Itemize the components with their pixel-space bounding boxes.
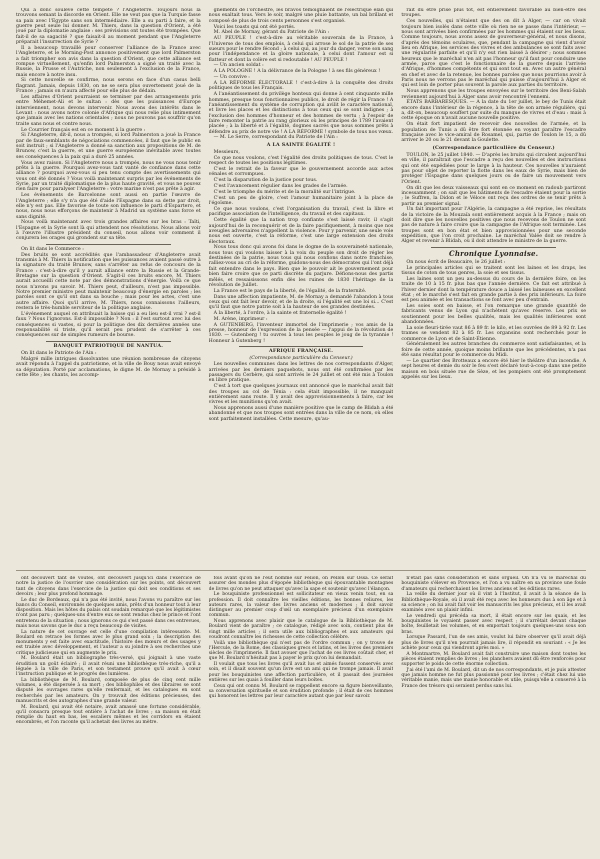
paragraph: A LA POLOGNE ! A la délivrance de la Pologne ! à ses fils généreux ! (213, 69, 381, 75)
paragraph: — Un ancien soldat : (213, 63, 264, 69)
fold-divider (16, 570, 586, 573)
paragraph: Les nouvelles communes dans les lettres de nos correspondants d'Alger, arrivées par les derniers paquebots, nous ont été confirmées par les passagers du Cerbère, qui sont arrivés le 24 juillet et ont été mis à Toulon en libre pratique. (208, 362, 394, 384)
paragraph: rait dû être prise plus tôt, est entièrement favorable au bien-être des troupes. (401, 8, 586, 19)
paragraph: Vous avez raison. Si l'Angleterre nous a trompés, nous ne vous nous tenir prêts à la guerre. Pourquoi avez-vous tant vanté de confiance dans cette alliance ? pourquoi avez-vous si peu tenu compte des avertissements qui vous ont été donnés ? Vous voilà maintenant surpris par les événements de Syrie, par un traité diplomatique de la plus haute gravité, et vous ne pouvez rien faire pour paralyser l'Angleterre : votre marine n'est pas prête à agir. (16, 160, 201, 193)
paragraph: Les événements de Barcelonne sont aussi en partie l'œuvre de l'Angleterre ; elle s'y n'a que été d'aide l'Espagne dans sa dette par droit, elle n'y est pas. Elle favorise de toute son influence le parti d'Espartero, et nous, nous nous efforçons de maintenir à Madrid un système sans force et sans dignité. (16, 193, 201, 220)
paragraph: ÉTATS BARBARESQUES. — A la date du 1er juillet, le bey de Tunis était encore dans l'intérieur de la régence, à la tête de son armée régulière, qui a, dit-on, beaucoup souffert par suite du manque de vivres et d'eau : mais à cette époque on n'avait aucune nouvelle positive. (401, 100, 586, 122)
paragraph: — M. Le Serre, correspondant du Patriote de l'Ain : (213, 135, 338, 141)
section-rule (239, 346, 364, 347)
paragraph: A l'anéantissement du privilège honteux qui donne à cent cinquante mille hommes, presque tous fonctionnaires publics, le droit de régir la France ! A l'anéantissement du système de corruption qui avilit le caractère national, et livre les places et les distinctions à tous ceux qui se sont indignes ; à l'exclusion des hommes d'honneur et des hommes de vertu ; à l'espoir de faire remonter la patrie au rang glorieux où les principes de 1789 l'avaient placée ; à la liberté et à l'égalité, dogmes sacrés que nous sommes prêts à défendre au prix de notre vie ! A LA RÉFORME ! symbole de tous nos vœux. (208, 92, 394, 135)
paragraph: Messieurs, (213, 150, 240, 156)
paragraph: Nous apprenons que les troupes envoyées sur le territoire des Beni-Salah reviennent aujourd'hui à Alger sans avoir rencontré l'ennemi. (401, 89, 586, 100)
paragraph: On nous écrit de Beaucaire, le 26 juillet : (406, 259, 506, 265)
section-rule (46, 244, 171, 245)
lower-column-1 (16, 576, 201, 848)
paragraph: Dans une affection impatiente, M. de Mornay a demandé l'abandon à tous ceux qui ont fait leur devoir, et de la droite, si l'égalité est une loi si... C'est qu'il faut que notre patrie soit à la hauteur de ses grandes destinées. (208, 294, 394, 311)
paragraph: La veille du dernier jour où il vint à l'Institut, il avait à la séance de la Bibliothèque-Royale, où il avait été reçu avec les honneurs dus à son âge et à sa science ; on lui avait fait voir les manuscrits les plus précieux, et il les avait examinés avec un plaisir infini. (401, 592, 586, 613)
paragraph: Les affaires d'Orient pourraient se terminer par des arrangements pris entre Méhemet-Ali et le sultan : dès que les puissances d'Europe interviennent, nous devons intervenir. Nous avons des intérêts dans le Levant : nous avons notre colonie d'Afrique qui nous relie plus intimement que jamais avec les nations orientales ; nous ne pouvons pas souffrir qu'on traite sans nous et contre nous. (16, 95, 201, 127)
paragraph: ont découvert tant de voûtes, ont découvert jusqu'ici dans l'exercice de notre la justice de l'ouvrier une considération sur les points, ont découvert tant de citoyens dans l'exercice de la justice qui doit ses conditions et ses devoirs ; leur plus profond hommage. (16, 576, 201, 597)
paragraph: Malgré mille intrigues dissolvantes une réunion nombreuse de citoyens avait répondu à l'appel du patriotisme, et la ville de Bouy nous avait envoyé sa députation. Porté par acclamations, le digne M. de Mornay a présidé à cette fête ; les chants, les accomp- (16, 356, 201, 378)
paragraph: M. Arène, imprimeur : (213, 316, 268, 322)
paragraph: Ce que nous voulons, c'est l'organisation du travail, c'est la libre et pacifique association de l'intelligence, du travail et des capitaux. (208, 207, 394, 218)
paragraph: gnements de l'orchestre, les bravos témoignaient de l'électrique élan qui nous exaltait tous. Vers le soir, malgré une pluie battante, un bal brillant et composé de plus de trois cents personnes s'est organisé. (208, 8, 394, 24)
paragraph: Les laines sont un peu au-dessus du cours de la dernière foire, on les traite de 10 à 15 fr. plus bas que l'année dernière. Ce fait est attribué à l'hiver dernier dont la température douce a laissé les laineuses en excellent état ; et le marché s'est fait en grande partie à des prix inférieurs. La foire est peu animée et les transactions se font avec peu d'entrain. (401, 276, 586, 304)
paragraph: C'est à tort que quelques journaux ont annoncé que le maréchal avait fait des troupes au col de Ténia : cela était impossible, il ne manquait entièrement sans route. Il y avait des approvisionnements à faire, car les vivres et les munitions qu'on avait. (208, 384, 394, 406)
paragraph: Il a beaucoup travaillé pour conserver l'alliance de la France avec l'Angleterre, et le Morning-Post annonce positivement que lord Palmerston a fait triompher son avis dans la question d'Orient, que cette alliance est rompue virtuellement, qu'enfin lord Palmerston a signé un traité avec la Russie, la Prusse et l'Autriche, non seulement à l'exclusion de la France, mais encore à notre insu. (16, 45, 201, 78)
paragraph: n'était pas sans considération et sans orgueil. On n'a vu le maréchal du bouquiniste s'élever en Provence, et l'on a vu naître en sa province une foule d'amateurs qui recherchaient les livres anciens et les éditions rares. (401, 576, 586, 592)
paragraph: — Le quartier des Brotteaux a encore été hier le théâtre d'un incendie. A sept heures et demie du soir le feu s'est déclaré tout-à-coup dans une petite maison en bois située rue de Sèze, et les pompiers ont été promptement appelés sur les lieux. (401, 358, 586, 380)
paragraph: On était fort impatient de recevoir des nouvelles de l'armée, et la population de Tunis a dû être fort étonnée en voyant paraître l'escadre française avec le vice-amiral de Rosamel, qui, partie de Toulon le 15, a dû arriver le 20 ou le 21 devant la Goulette. (401, 122, 586, 144)
paragraph: A la liberté, à l'ordre, à la sainte et fraternelle égalité ! (213, 311, 347, 317)
paragraph: Qui a donc soulevé cette tempête ? l'Angleterre. Toujours nous la trouvons semant la discorde en Orient. Elle ne veut pas que la Turquie fasse sa paix avec l'Egypte sans son intermédiaire. Elle a su parti à faire, et la guerre peut seule lui donner. M. Thiers, dans la question d'Orient, a été joué par la diplomatie anglaise : ses prévisions ont toutes été trompées. Que fait-il de sa sagacité ? que faisait-il au moment pendant que l'Angleterre préparait l'insurrection de Syrie ? (16, 8, 201, 46)
lower-column-3 (401, 576, 586, 848)
paragraph: Ce que nous voulons, c'est l'égalité des droits politiques de tous. C'est le respect de toutes les positions légitimes. (208, 155, 394, 167)
paragraph: Nous voilà maintenant avec trois grandes affaires sur les bras : Taïti, l'Espagne et la Syrie sont là qui attendent nos résolutions. Nous allons voir à l'œuvre l'illustre président du conseil, nous allons voir comment il conjurera les orages qui grondent sur sa tête. (16, 220, 201, 242)
upper-columns (16, 8, 586, 566)
paragraph: Le bouquiniste professionnel est sollicitateur en vieux venin tout, en sa profession. Il doit connaître les vieilles éditions, les bonnes reliures, les auteurs rares, la valeur des livres anciens et modernes ; il doit savoir distinguer au premier coup d'œil un exemplaire précieux d'un exemplaire commun. (208, 592, 394, 619)
paragraph: Nous apprenons aussi d'une manière positive que le camp de Blidah a été abandonné et que nos troupes sont entrées dans la ville de ce nom, où elles sont parfaitement installées. Cette mesure, qu'au- (208, 406, 394, 422)
column-1 (16, 8, 201, 566)
paragraph: La nature de cet ouvrage est celle d'une compilation intéressante. M. Boulard en retrace les formes avec le plus grand soin ; la description des monuments y est faite avec exactitude, l'histoire des mœurs et des usages y est traitée avec développement, et l'auteur a su joindre à ses recherches une critique judicieuse qui en augmente le prix. (16, 629, 201, 656)
paragraph: Ceux qui ont connu M. Boulard se rappellent encore sa figure bienveillante, sa conversation spirituelle et son érudition profonde ; il était de ces hommes qui honorent les lettres par leur caractère autant que par leur savoir. (208, 683, 394, 699)
paragraph: Le duc de Bordeaux, qui n'a pas été invité, nous l'avons vu paraître sur les bancs du Conseil, environnés de quelques amis, prêts d'un honneur tout à leur disposition. Mais les hôtes du palais ont soudain remarqué que les légitimistes n'ont pas paru ; quelques-uns d'entre eux se sont rendus chez le prince et l'ont entretenu de la situation ; nous ignorons ce qui s'est passé dans ces entrevues, mais nous savons que le duc a reçu beaucoup de visites. (16, 597, 201, 629)
section-rule (431, 247, 556, 248)
paragraph: Ces nouvelles, qui n'étaient que des on dit à Alger, — car on vivait toujours bien isolés dans cette ville où rien ne se passe dans l'intérieur, — nous sont arrivées bien confirmées par les hommes qui étaient sur les lieux. Comme toujours, nous avons assez de gouverneur-général, et nous disons, d'après des témoins oculaires, que, pendant la campagne qui vient d'avoir lieu en Afrique, les services des vivres et des ambulances se sont faits avec une régularité parfaite et qu'il n'y eut rien laissé à désirer ; nous sommes heureux que le maréchal n'en ait pas l'honneur qu'il faut pour conduire une armée, parce que c'est le fonctionnaire de la guerre depuis l'arrivée d'Afrique, d'hommes compétents et qui sont tout en. Avec un autre général en chef et avec de la retenue, les bonnes paroles que nous pourrions avoir à Paris nous ne verrons pas le maréchal qui puisse d'aujourd'hui à Alger et qui est loin de porter plus souvent la parole aux parties du territoire. (401, 19, 586, 89)
lower-column-2 (209, 576, 394, 848)
section-subheading: (Correspondance particulière du Censeur.) (249, 356, 353, 362)
paragraph: C'est un peu de gloire, c'est l'amour humanitaire joint à la place de l'égoïsme. (208, 195, 394, 207)
paragraph: Le principales articles qui se traitent sont les laines et les draps, les tissus de coton de tous genres, la soie et ses tissus. (401, 265, 586, 276)
paragraph: A GUTENBERG, l'inventeur immortel de l'imprimerie ; vos amis de la presse, honneur de l'expression de la pensée — l'appui de la révolution de 1830. — Gutenberg ! tu ouvres à tous les peuples le joug de la tyrannie ! Honneur à Gutenberg ! (208, 322, 394, 344)
paragraph: — Un convive : (213, 75, 250, 81)
paragraph: TOULON, le 25 juillet 1840. — D'après les bruits qui circulent aujourd'hui en ville, il paraîtrait que l'escadre a reçu des nouvelles et des instructions qui ont été expédiées pour le large à la hauteur. Ces nouvelles n'auraient pas pour objet de reporter la flotte dans les eaux de Syrie, mais bien de protéger l'Espagne dans quelques jours ou de faire un mouvement vers l'Orient. (401, 152, 586, 185)
paragraph: La bibliothèque de M. Boulard, composée de plus de cinq cent mille volumes, a été dispersée à sa mort ; des bibliophiles et des libraires se sont disputé les ouvrages rares qu'elle renfermait, et les catalogues en sont recherchés par les amateurs. On y trouvait des éditions précieuses, des manuscrits et des autographes d'une grande valeur. (16, 677, 201, 704)
section-heading: AFRIQUE FRANÇAISE. (268, 349, 334, 355)
paragraph: Voilà une bibliothèque qui n'est pas de l'ordre commun ; on y trouve de l'Hercule, de la Rome, des classiques grecs et latins, et les livres des premiers siècles de l'imprimerie. Il faut avouer que l'achat de ces livres coûtait cher, et que M. Boulard n'hésitait pas à payer le prix qu'on lui demandait. (208, 640, 394, 662)
paragraph: M. Abel de Mornay, gérant du Patriote de l'Ain : (213, 30, 330, 36)
section-rule (46, 341, 171, 342)
paragraph: C'est la disparution de la justice pour tous. (213, 178, 318, 184)
paragraph: M. Boulard, qui avait été notaire, avait amassé une fortune considérable, qu'il consacra presque tout entière à l'achat de livres ; sa maison en était remplie du haut en bas, les escaliers mêmes et les corridors en étaient encombrés, et l'on raconte qu'il achetait des livres au mètre. (16, 704, 201, 726)
paragraph: La soie fleuri-tirée vaut 86 à 89 fr. le kilo, et les ouvrées de 89 à 92 fr. Les trames se vendent 82 à 85 fr. Les organsins sont recherchés pour le commerce de Lyon et de Saint-Étienne. (401, 325, 586, 342)
paragraph: AU PEUPLE ! c'est-à-dire au véritable souverain de la France, à l'Universe de tous des emplois, à celui qui arrose le sol de la patrie de ses sueurs pour le rendre fécond ; à celui qui, au jour du danger, verse son sang pour l'indépendance et la gloire nationale, à celui dont l'amour est si flatteur et dont la colère est si redoutable ! AU PEUPLE ! (208, 36, 394, 63)
paragraph: J'ai été l'ami de M. Boulard, dit un de nos correspondants, et je puis attester que jamais homme ne fut plus passionné pour les livres ; c'était chez lui une véritable manie, mais une manie honorable et utile, puisqu'elle a conservé à la France des trésors qui seraient perdus sans lui. (401, 667, 586, 689)
paragraph: fois avant qu'on ne l'eût nommé sur Félion, on Pellon sur Ossa. Ce serait assurer des mondes plus d'épopée bibliothèque qui épouvantable montagnes de livres qu'on ne peut attaquer qu'avec la sape et soutenir qu'avec l'élançon. (208, 576, 394, 592)
paragraph: On dit que les deux vaisseaux qui sont en ce moment en radoub partiront incessamment ; on sait que les bâtiments de l'escadre étaient pour la sortie ; le Suffren, la Didon et le Véloce ont reçu des ordres de se tenir prêts à partir au premier signal. (401, 185, 586, 207)
paragraph: Il voulait que tous les livres qu'il avait lus et aimés fussent conservés avec soin, et il disait souvent qu'un livre est un ami qui ne trompe jamais. Il avait pour les bouquinistes une affection particulière, et il passait des journées entières sur les quais à fouiller dans leurs boîtes. (208, 662, 394, 683)
lower-columns (16, 576, 586, 848)
paragraph: Le Courrier français est en ce moment à la guerre : (21, 127, 146, 133)
section-heading: (Correspondance particulière du Censeur.) (432, 145, 555, 151)
paragraph: Nous apprenons avec plaisir que le catalogue de la Bibliothèque de M. Boulard vient de paraître ; ce catalogue, rédigé avec soin, contient plus de vingt mille articles ; il sera utile aux bibliographes et aux amateurs qui voudront connaître les richesses de cette collection célèbre. (208, 619, 394, 640)
paragraph: Généralement les autres branches du commerce sont satisfaisantes, et la foire de cette année, quoique moins brillante que les précédentes, n'a pas été sans résultat pour le commerce du Midi. (401, 342, 586, 359)
paragraph: C'est l'avancement régulier dans les grades de l'armée. (213, 184, 348, 190)
paragraph: On lit dans le Patriote de l'Ain : (21, 350, 97, 356)
paragraph: Des bruits se sont accrédités que l'ambassadeur d'Angleterre avait transmis à M. Thiers la notification que les puissances avaient passé outre à la signature du traité Brunow, sans s'arrêter au refus de concours de la France : c'est-à-dire qu'il y aurait alliance entre la Russie et la Grande-Bretagne sur la question d'Orient. S'agit-il ces bruits encore, M. Thiers aurait accueilli cette note par des démonstrations d'énergie. Voilà ce que nous n'avons pu savoir. M. Thiers peut, d'ailleurs, n'est pas impossible. Notre premier ministre peut maintenir beaucoup d'énergie en paroles ; les paroles sont ce qu'il ont dans sa bouche ; mais pour les actes, c'est une autre affaire. Quoi qu'il arrive, M. Thiers, nous connaissons l'ailleurs, restera le très-humble serviteur de la politique anglaise. (16, 252, 201, 312)
paragraph: Un fait important pour l'Algérie, la campagne a été reprise, les résultats de la victoire de la Mouzaïa sont entièrement acquis à la France ; mais on doit dire que les nouvelles positives que nous recevons de Toulon ne sont pas de nature à faire croire que la campagne de l'Afrique soit terminée. Les troupes sont en bon état et bien approvisionnées pour une seconde expédition, que l'on croit prochaine. Le maréchal Valée doit se rendre à Alger et revenir à Blidah, où il doit attendre le ministre de la guerre. (401, 207, 586, 245)
paragraph: A LA RÉFORME ÉLECTORALE ! c'est-à-dire à la conquête des droits politiques de tous les Français. (208, 80, 394, 92)
paragraph: On lit dans le Commerce : (21, 246, 84, 252)
section-heading: BANQUET PATRIOTIQUE DE NANTUA. (53, 343, 164, 349)
paragraph: Le vendredi qui précéda sa mort, il était encore sur les quais, et les bouquinistes le voyaient passer avec respect ; il s'arrêtait devant chaque boîte, feuilletait les volumes, et en emportait toujours quelques-uns sous son bras. (401, 613, 586, 635)
paragraph: Si l'Angleterre, dit-il, nous a trompés, si lord Palmerston a joué la France par de faux-semblants de négociations commencées, il faut que le public en soit instruit ; si l'Angleterre a donné sa sanction aux propositions de M. de Brunow, c'est la guerre, et une guerre européenne inévitable avec toutes ses conséquences à la paix qui a duré 25 années. (16, 133, 201, 160)
paragraph: L'événement auquel on attribuait la baisse qui a eu lieu est-il vrai ? est-il faux ? Nous l'ignorons. Est-il impossible ? Non : il l'est surtout avec lui des conséquences si vastes, si pour la politique des dix dernières années une responsabilité si triste, qu'il serait peu prudent de s'arrêter à ces conséquences sur de simples rumeurs de bourse. (16, 311, 201, 339)
paragraph: Voici les toasts qui ont été portés. (213, 24, 296, 30)
column-3 (401, 8, 586, 566)
paragraph: M. Boulard était un bibliographe très-versé, qui joignait à une vaste érudition un goût éclairé ; il avait réuni une bibliothèque très-riche, qu'il a léguée à la ville de Paris, et son testament prouve qu'il avait à cœur l'instruction publique et le progrès des lumières. (16, 656, 201, 677)
section-heading: A LA SAINTE ÉGALITÉ ! (266, 142, 336, 148)
paragraph: C'est le triomphe du mérite et de la moralité sur l'intrigue. (213, 190, 356, 195)
paragraph: La France est le pays de la liberté, de l'égalité, de la fraternité. (213, 288, 367, 294)
paragraph: Nous tous donc qui avons foi dans le dogme de la souveraineté nationale, nous tous qui voulons laisser à la voix du peuple son droit de régler les destinées de la patrie, nous tous qui nous confions dans notre franchise, ralliez-vous au cri de la réforme, guidons-nous des démocrates qui l'ont déjà fait entendre dans le pays. Bien que le pouvoir ait le gouvernement pour bien faire croire que ce parti discrète du parjure. Défions-nous des partis mêlés, et ressaisissons enfin dès les ruines de 1830 l'héritage de la révolution de Juillet. (208, 245, 394, 288)
column-2 (209, 8, 394, 566)
paragraph: A Montmartre, M. Boulard avait fait construire une maison dont toutes les pièces étaient remplies de livres ; les planchers avaient dû être renforcés pour supporter le poids de cette énorme collection. (401, 651, 586, 667)
paragraph: Cette égalité que la nation trop confiante s'est laissé ravir, il s'agit aujourd'hui de la reconquérir et de la faire pacifiquement, à moins que nos aveugles adversaires n'appellent la violence. Pour y parvenir, une seule voie nous est ouverte, c'est la réforme, c'est une large extension des droits électoraux. (208, 218, 394, 245)
paragraph: Si cette nouvelle se confirme, nous serons en face d'un casus belli flagrant. Jamais, depuis 1830, on ne se sera plus ouvertement joué de la France ; jamais on n'aura affecté pour elle plus de dédain. (16, 78, 201, 95)
paragraph: Lorsque Passard, l'un de ses amis, voulut lui faire observer qu'il avait déjà plus de livres qu'il n'en pourrait jamais lire, il répondit en souriant : « Je les achète pour ceux qui viendront après moi. » (401, 635, 586, 651)
paragraph: Les soies sont en baisse, et l'on remarque une grande quantité de fabricants venus de Lyon qui n'achètent qu'avec réserve. Les prix se soutiennent pour les belles qualités, mais les qualités inférieures sont abandonnées. (401, 304, 586, 326)
section-heading: Chronique Lyonnaise. (449, 248, 539, 258)
paragraph: C'est le retrait de la faveur que le gouvernement accorde aux actes vénales et corrompues. (208, 167, 394, 178)
